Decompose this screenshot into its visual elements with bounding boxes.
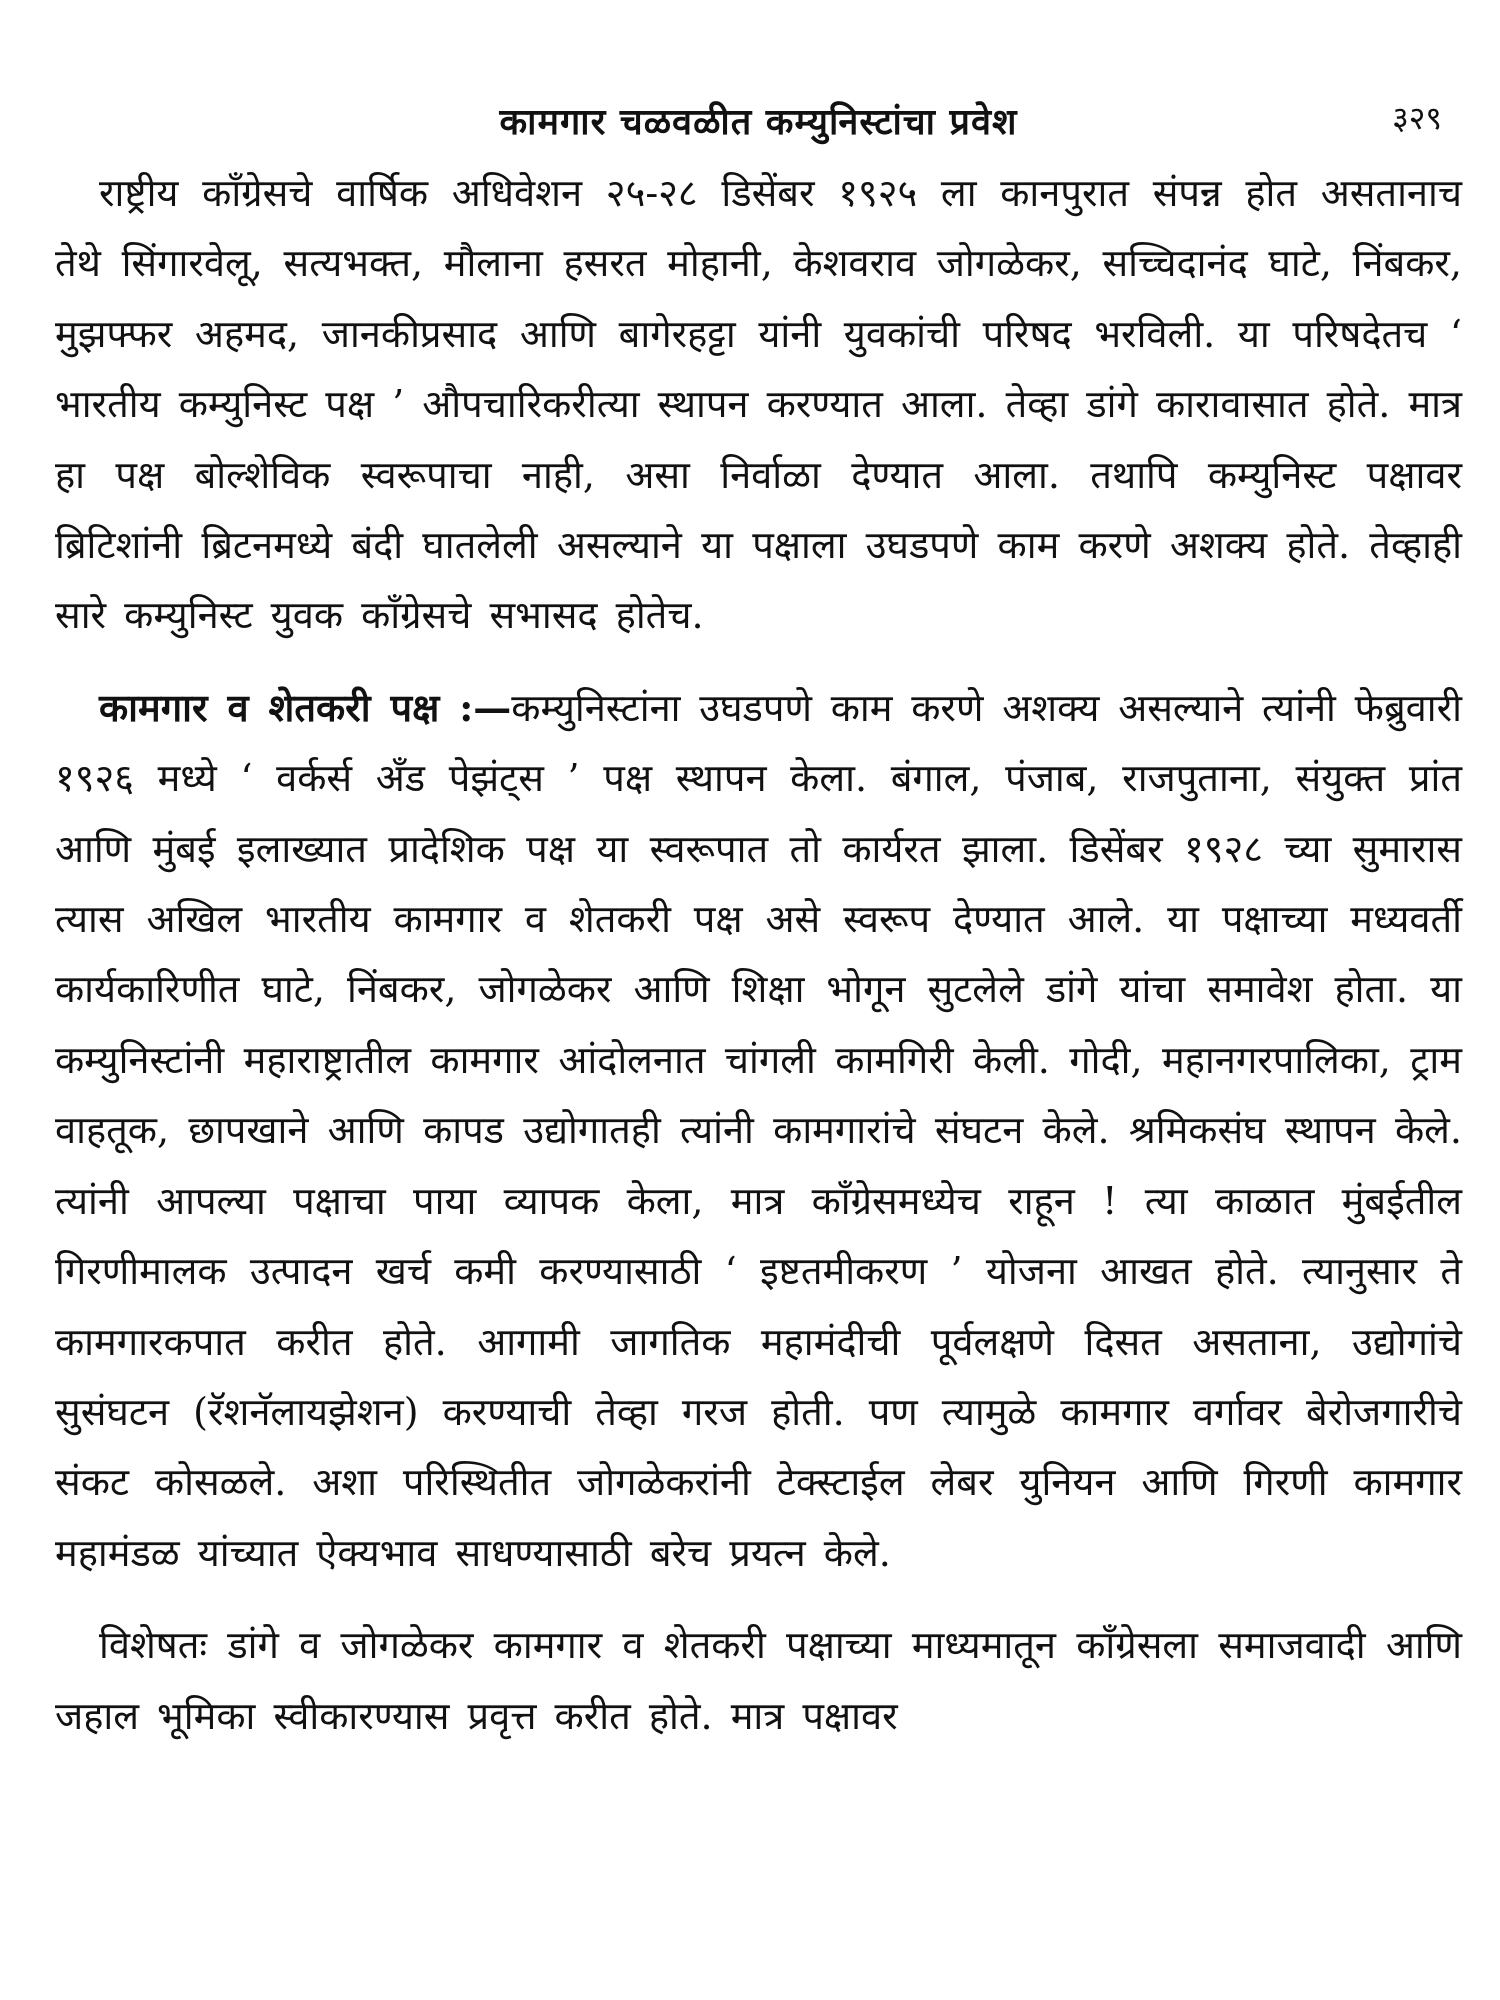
paragraph-1	[55, 158, 1462, 651]
running-title: कामगार चळवळीत कम्युनिस्टांचा प्रवेश	[499, 101, 1018, 143]
paragraph-3	[55, 1610, 1462, 1751]
page-header	[55, 88, 1462, 158]
page-number: ३२९	[1392, 99, 1442, 137]
paragraph-2-text: कम्युनिस्टांना उघडपणे काम करणे अशक्य असल्याने त्यांनी फेब्रुवारी १९२६ मध्ये ‘ वर्कर्स अँड पेझंट्स ’ पक्ष स्थापन केला. बंगाल, पंजाब, राजपुताना, संयुक्त प्रांत आणि मुंबई इलाख्यात प्रादेशिक पक्ष या स्वरूपात तो कार्यरत झाला. डिसेंबर १९२८ च्या सुमारास त्यास अखिल भारतीय कामगार व शेतकरी पक्ष असे स्वरूप देण्यात आले. या पक्षाच्या मध्यवर्ती कार्यकारिणीत घाटे, निंबकर, जोगळेकर आणि शिक्षा भोगून सुटलेले डांगे यांचा समावेश होता. या कम्युनिस्टांनी महाराष्ट्रातील कामगार आंदोलनात चांगली कामगिरी केली. गोदी, महानगरपालिका, ट्राम वाहतूक, छापखाने आणि कापड उद्योगातही त्यांनी कामगारांचे संघटन केले. श्रमिकसंघ स्थापन केले. त्यांनी आपल्या पक्षाचा पाया व्यापक केला, मात्र काँग्रेसमध्येच राहून ! त्या काळात मुंबईतील गिरणीमालक उत्पादन खर्च कमी करण्यासाठी ‘ इष्टतमीकरण ’ योजना आखत होते. त्यानुसार ते कामगारकपात करीत होते. आगामी जागतिक महामंदीची पूर्वलक्षणे दिसत असताना, उद्योगांचे सुसंघटन (रॅशनॅलायझेशन) करण्याची तेव्हा गरज होती. पण त्यामुळे कामगार वर्गावर बेरोजगारीचे संकट कोसळले. अशा परिस्थितीत जोगळेकरांनी टेक्स्टाईल लेबर युनियन आणि गिरणी कामगार महामंडळ यांच्यात ऐक्यभाव साधण्यासाठी बरेच प्रयत्न केले.	[55, 685, 1462, 1575]
paragraph-2	[55, 673, 1462, 1588]
section-heading-workers-peasants-party: कामगार व शेतकरी पक्ष :—	[99, 684, 512, 730]
paragraph-3-text: विशेषतः डांगे व जोगळेकर कामगार व शेतकरी पक्षाच्या माध्यमातून काँग्रेसला समाजवादी आणि जहाल भूमिका स्वीकारण्यास प्रवृत्त करीत होते. मात्र पक्षावर	[55, 1623, 1462, 1738]
paragraph-1-text: राष्ट्रीय काँग्रेसचे वार्षिक अधिवेशन २५-२८ डिसेंबर १९२५ ला कानपुरात संपन्न होत असतानाच तेथे सिंगारवेलू, सत्यभक्त, मौलाना हसरत मोहानी, केशवराव जोगळेकर, सच्चिदानंद घाटे, निंबकर, मुझफ्फर अहमद, जानकीप्रसाद आणि बागेरहट्टा यांनी युवकांची परिषद भरविली. या परिषदेतच ‘ भारतीय कम्युनिस्ट पक्ष ’ औपचारिकरीत्या स्थापन करण्यात आला. तेव्हा डांगे कारावासात होते. मात्र हा पक्ष बोल्शेविक स्वरूपाचा नाही, असा निर्वाळा देण्यात आला. तथापि कम्युनिस्ट पक्षावर ब्रिटिशांनी ब्रिटनमध्ये बंदी घातलेली असल्याने या पक्षाला उघडपणे काम करणे अशक्य होते. तेव्हाही सारे कम्युनिस्ट युवक काँग्रेसचे सभासद होतेच.	[55, 171, 1462, 638]
